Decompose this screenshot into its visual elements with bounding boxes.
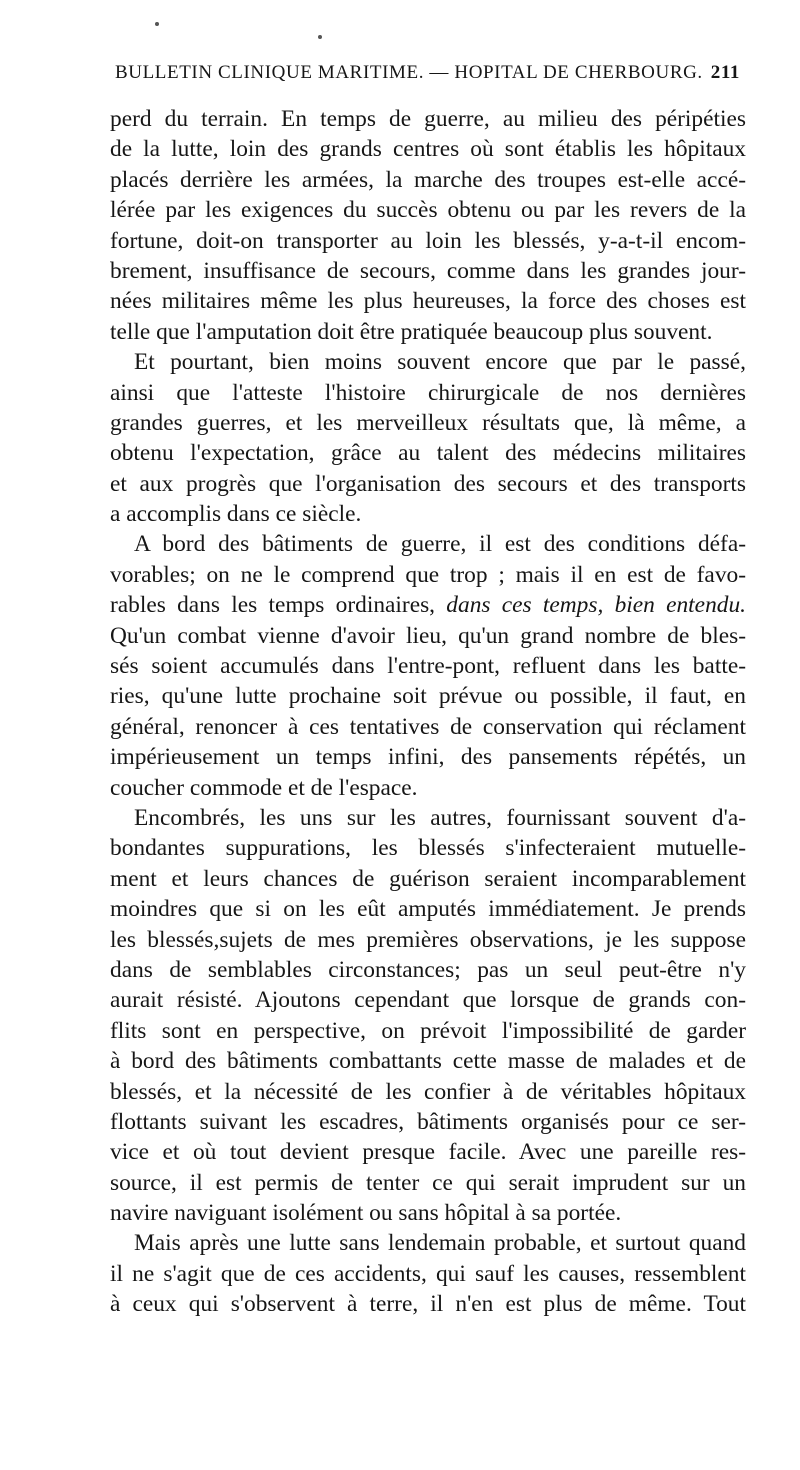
text-line: placés derrière les armées, la marche des troupes est-elle accé- [110,166,746,193]
text-segment: rables dans les temps ordinaires, [110,592,447,619]
italic-emphasis: dans ces temps, bien entendu. [446,592,746,619]
text-line: moindres que si on les eût amputés immédiatement. Je prends [110,896,746,923]
text-line: bondantes suppurations, les blessés s'infecteraient mutuelle- [110,835,746,862]
text-line: blessés, et la nécessité de les confier à de véritables hôpitaux [110,1078,746,1105]
text-line: lérée par les exigences du succès obtenu ou par les revers de la [110,197,746,224]
text-line: A bord des bâtiments de guerre, il est des conditions défa- [134,531,746,558]
text-line: de la lutte, loin des grands centres où sont établis les hôpitaux [110,136,746,163]
text-line: ment et leurs chances de guérison seraient incomparablement [110,865,746,892]
text-line: coucher commode et de l'espace. [110,774,418,801]
text-line: aurait résisté. Ajoutons cependant que lorsque de grands con- [110,987,746,1014]
text-line: impérieusement un temps infini, des pansements répétés, un [110,744,746,771]
text-line: vorables; on ne le comprend que trop ; mais il en est de favo- [110,561,746,588]
text-line: général, renoncer à ces tentatives de conservation qui réclament [110,713,746,740]
text-line: navire naviguant isolément ou sans hôpital à sa portée. [110,1200,622,1227]
text-line: ries, qu'une lutte prochaine soit prévue ou possible, il faut, en [110,683,746,710]
text-line: à bord des bâtiments combattants cette masse de malades et de [110,1048,746,1075]
text-line: à ceux qui s'observent à terre, il n'en est plus de même. Tout [110,1291,746,1318]
ink-speck [318,35,322,39]
text-line: sés soient accumulés dans l'entre-pont, refluent dans les batte- [110,653,746,680]
text-line: a accomplis dans ce siècle. [110,501,362,528]
text-line: les blessés,sujets de mes premières observations, je les suppose [110,926,746,953]
text-line: Et pourtant, bien moins souvent encore que par le passé, [134,349,746,376]
text-line: obtenu l'expectation, grâce au talent des médecins militaires [110,440,746,467]
text-line: Mais après une lutte sans lendemain probable, et surtout quand [134,1230,746,1257]
text-line: il ne s'agit que de ces accidents, qui sauf les causes, ressemblent [110,1260,746,1287]
text-line: flottants suivant les escadres, bâtiments organisés pour ce ser- [110,1108,746,1135]
text-line: fortune, doit-on transporter au loin les blessés, y-a-t-il encom- [110,227,746,254]
text-line: source, il est permis de tenter ce qui serait imprudent sur un [110,1169,746,1196]
text-line: telle que l'amputation doit être pratiquée beaucoup plus souvent. [110,318,713,345]
text-line: brement, insuffisance de secours, comme dans les grandes jour- [110,257,746,284]
text-line: dans de semblables circonstances; pas un seul peut-être n'y [110,956,746,983]
text-line: grandes guerres, et les merveilleux résultats que, là même, a [110,409,746,436]
text-line: vice et où tout devient presque facile. Avec une pareille res- [110,1139,746,1166]
body-text [110,104,746,1320]
page-number: 211 [710,62,740,83]
text-line-with-italic [110,590,746,620]
text-line: ainsi que l'atteste l'histoire chirurgicale de nos dernières [110,379,746,406]
text-line: flits sont en perspective, on prévoit l'impossibilité de garder [110,1017,746,1044]
ink-speck [155,22,159,26]
text-line: Encombrés, les uns sur les autres, fournissant souvent d'a- [134,804,746,831]
running-header [115,62,740,90]
text-line: et aux progrès que l'organisation des secours et des transports [110,470,746,497]
running-title: BULLETIN CLINIQUE MARITIME. — HOPITAL DE CHERBOURG. [115,62,703,83]
text-line: Qu'un combat vienne d'avoir lieu, qu'un grand nombre de bles- [110,622,746,649]
text-line: perd du terrain. En temps de guerre, au milieu des péripéties [110,106,746,132]
text-line: nées militaires même les plus heureuses, la force des choses est [110,288,746,315]
